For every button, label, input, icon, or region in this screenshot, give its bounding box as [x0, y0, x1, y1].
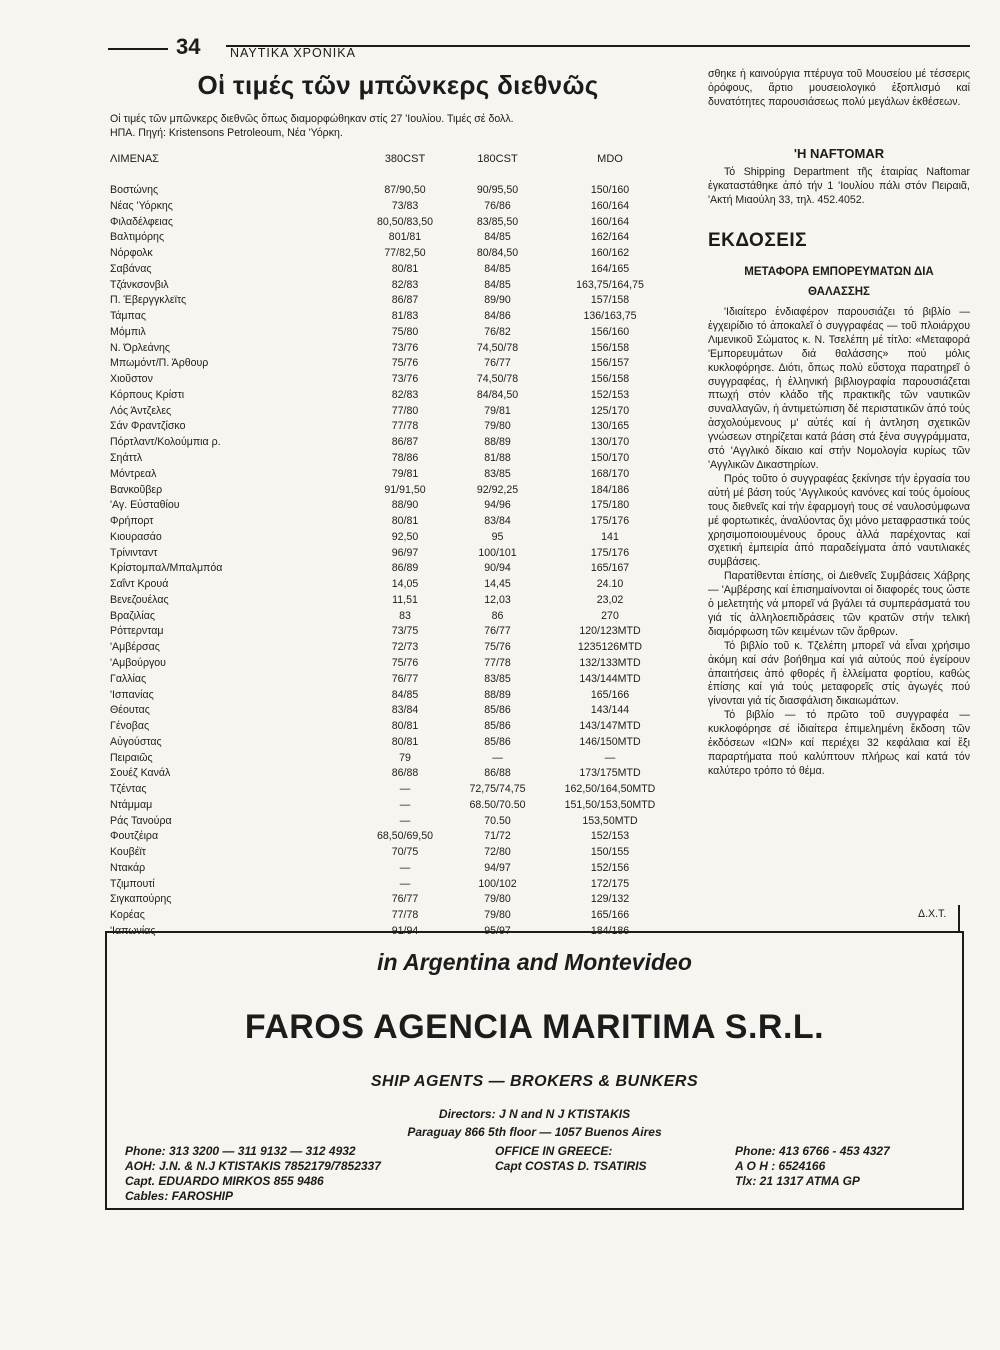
cst380-cell: 80/81 [391, 262, 419, 275]
table-row [0, 215, 700, 231]
cst380-cell: 73/76 [391, 373, 419, 386]
table-row [0, 577, 700, 593]
ad-services: SHIP AGENTS — BROKERS & BUNKERS [370, 1073, 699, 1090]
mdo-cell: 150/170 [590, 452, 630, 465]
cst180-cell: 71/72 [484, 830, 511, 843]
cst380-cell: 11,51 [392, 593, 418, 606]
advertisement-box [105, 931, 964, 1210]
table-row [0, 719, 700, 735]
port-cell: Σαΐντ Κρουά [110, 578, 169, 591]
table-row [0, 278, 700, 294]
port-cell: Γένοβας [110, 720, 150, 733]
mdo-cell: 157/158 [590, 294, 630, 307]
cst380-cell: 96/97 [391, 546, 419, 559]
book-title-line-2: ΘΑΛΑΣΣΗΣ [808, 286, 870, 298]
mdo-cell: 150/155 [590, 846, 630, 859]
review-paragraph-4: Τό βιβλίο τοῦ κ. Τζελέπη μπορεῖ νά εἶναι χρήσιμο ἀκόμη καί σάν βοήθημα καί γιά αὐτούς πού ἐγείρουν ἀπαιτήσεις ἀπό φθορές ἤ ἐλλείματα φορτίου, καθώς ἐπίσης καί γιά τούς μεταφορεῖς στίς ἀγωγές πού γίνονται γιά τίς διασφάλιση δικαιωμάτων. [708, 639, 970, 708]
table-row [0, 183, 700, 199]
table-row [0, 356, 700, 372]
cst380-cell: 77/82,50 [384, 247, 426, 260]
cst380-cell: 92,50 [391, 530, 419, 543]
port-cell: Ν. Όρλεάνης [110, 341, 171, 354]
cst180-cell: 89/90 [484, 294, 511, 307]
cst180-cell: 74,50/78 [476, 373, 519, 386]
port-cell: Κουβέϊτ [110, 846, 146, 859]
cst180-cell: 76/77 [484, 625, 511, 638]
cst380-cell: 80/81 [391, 720, 419, 733]
cst380-cell: 80,50/83,50 [377, 215, 433, 228]
table-row [0, 309, 700, 325]
port-cell: Ράς Τανούρα [110, 814, 172, 827]
mdo-cell: 168/170 [590, 467, 630, 480]
cst380-cell: 86/87 [391, 294, 419, 307]
table-row [0, 672, 700, 688]
mdo-cell: 150/160 [590, 184, 630, 196]
section-title: ΕΚΔΟΣΕΙΣ [708, 230, 808, 251]
naftomar-block [708, 166, 970, 208]
cst380-cell: 83 [399, 609, 411, 622]
cst180-cell: 95/97 [484, 924, 511, 937]
cst380-cell: 77/78 [391, 909, 419, 922]
mdo-cell: 130/165 [590, 420, 630, 433]
port-cell: Φιλαδέλφειας [110, 215, 173, 228]
cst380-cell: 70/75 [391, 846, 419, 859]
cst380-cell: 81/83 [391, 310, 419, 323]
mdo-cell: 152/153 [590, 830, 630, 843]
cst180-cell: 84/84,50 [476, 388, 519, 401]
mdo-cell: 175/176 [590, 546, 630, 559]
port-cell: 'Αμβέρσας [110, 641, 160, 654]
cst180-cell: 76/82 [484, 325, 511, 338]
ad-right-aoh: A O H : 6524166 [735, 1159, 826, 1173]
port-cell: 'Ιαπωνίας [110, 924, 156, 937]
ad-contact-right [735, 1144, 890, 1189]
table-row [0, 892, 700, 908]
port-cell: Γαλλίας [110, 672, 147, 685]
port-cell: Τζέντας [110, 783, 147, 796]
mdo-cell: 120/123MTD [579, 625, 641, 638]
mdo-cell: 173/175MTD [579, 767, 641, 780]
cst180-cell: 80/84,50 [476, 247, 519, 260]
cst380-cell: 73/75 [391, 625, 419, 638]
port-cell: Σουέζ Κανάλ [110, 767, 171, 780]
book-title-line-1: ΜΕΤΑΦΟΡΑ ΕΜΠΟΡΕΥΜΑΤΩΝ ΔΙΑ [744, 266, 934, 278]
cst180-cell: 85/86 [484, 735, 511, 748]
col-header-180cst: 180CST [477, 153, 518, 165]
cst380-cell: 68,50/69,50 [377, 830, 433, 843]
mdo-cell: 23,02 [596, 593, 624, 606]
table-row [0, 751, 700, 767]
table-row [0, 845, 700, 861]
mdo-cell: 184/186 [590, 483, 630, 496]
port-cell: Θέουτας [110, 704, 150, 717]
port-cell: Αὐγούστας [110, 735, 162, 748]
port-cell: Φουτζέιρα [110, 830, 159, 843]
mdo-cell: 129/132 [590, 893, 630, 906]
cst380-cell: 72/73 [391, 641, 419, 654]
cst180-cell: 77/78 [484, 656, 511, 669]
cst180-cell: 79/80 [484, 420, 511, 433]
table-row [0, 404, 700, 420]
ad-directors: Directors: J N and N J KTISTAKIS [438, 1107, 631, 1121]
cst380-cell: 80/81 [391, 735, 419, 748]
port-cell: Βανκοῦβερ [110, 483, 163, 496]
cst180-cell: 12,03 [484, 593, 511, 606]
table-row [0, 688, 700, 704]
table-row [0, 861, 700, 877]
ad-cables-line: Cables: FAROSHIP [125, 1189, 234, 1203]
ad-captain-line: Capt. EDUARDO MIRKOS 855 9486 [125, 1174, 324, 1188]
mdo-cell: 143/147MTD [579, 720, 641, 733]
cst380-cell: — [399, 798, 411, 811]
table-row [0, 262, 700, 278]
mdo-cell: 1235126MTD [577, 641, 643, 654]
cst180-cell: 76/86 [484, 199, 511, 212]
port-cell: Νόρφολκ [110, 247, 153, 260]
mdo-cell: 151,50/153,50MTD [564, 798, 656, 811]
cst380-cell: 75/76 [391, 357, 419, 370]
ad-telex: Tlx: 21 1317 ATMA GP [735, 1174, 860, 1188]
cst180-cell: 84/85 [484, 278, 511, 291]
ad-location: in Argentina and Montevideo [377, 949, 692, 975]
table-row [0, 877, 700, 893]
cst380-cell: 83/84 [391, 704, 419, 717]
port-cell: Σαβάνας [110, 262, 152, 275]
cst180-cell: 94/96 [484, 499, 511, 512]
review-paragraph-5: Τό βιβλίο — τό πρῶτο τοῦ συγγραφέα — κυκλοφόρησε σέ ἰδιαίτερα ἐπιμελημένη ἔκδοση τῶν ἐκδόσεων «ΙΩΝ» καί περιέχει 32 κεφάλαια καί ἕξι παραρτήματα πού καλύπτουν πλήρως καί κατά τόν καλύτερο τρόπο τό θέμα. [708, 709, 970, 777]
mdo-cell: 175/180 [590, 499, 630, 512]
cst380-cell: 75/80 [391, 325, 419, 338]
cst180-cell: 83/84 [484, 515, 511, 528]
port-cell: Τζάνκσονβιλ [110, 278, 169, 291]
cst180-cell: 85/86 [484, 720, 511, 733]
cst380-cell: 77/80 [391, 404, 419, 417]
mdo-cell: 136/163,75 [583, 310, 637, 323]
column-end-rule [958, 905, 960, 933]
cst180-cell: 72,75/74,75 [469, 783, 526, 796]
table-row [0, 703, 700, 719]
port-cell: Ρόττερνταμ [110, 625, 164, 638]
mdo-cell: 164/165 [590, 262, 630, 275]
cst180-cell: 79/80 [484, 893, 511, 906]
museum-continuation [708, 68, 970, 110]
port-cell: Ντάμμαμ [110, 798, 153, 811]
port-cell: 'Ισπανίας [110, 688, 154, 701]
port-cell: Χιοῦστον [110, 373, 153, 386]
cst380-cell: 82/83 [391, 388, 419, 401]
port-cell: Σιγκαπούρης [110, 893, 172, 906]
cst380-cell: 77/78 [391, 420, 419, 433]
table-row [0, 372, 700, 388]
port-cell: Βαλτιμόρης [110, 231, 165, 244]
port-cell: Π. Έβεργγκλεϊτς [110, 294, 187, 307]
port-cell: Λός Άντζελες [110, 404, 172, 417]
cst380-cell: 80/81 [391, 515, 419, 528]
cst180-cell: 81/88 [484, 452, 511, 465]
table-row [0, 593, 700, 609]
cst180-cell: 83/85 [484, 672, 511, 685]
publication-name: ΝΑΥΤΙΚΑ ΧΡΟΝΙΚΑ [230, 46, 356, 60]
article-intro [110, 112, 690, 140]
table-row [0, 735, 700, 751]
col-header-mdo: MDO [597, 153, 623, 165]
cst380-cell: 91/91,50 [384, 483, 426, 496]
cst380-cell: — [399, 877, 411, 890]
cst180-cell: 76/77 [484, 357, 511, 370]
cst180-cell: 84/86 [484, 310, 511, 323]
mdo-cell: 165/166 [590, 688, 630, 701]
port-cell: 'Αμβούργου [110, 656, 166, 669]
table-row [0, 514, 700, 530]
table-row [0, 829, 700, 845]
table-row [0, 561, 700, 577]
table-row [0, 435, 700, 451]
ad-office-greece: OFFICE IN GREECE: [495, 1144, 613, 1158]
mdo-cell: 156/157 [590, 357, 630, 370]
cst380-cell: 73/83 [391, 199, 419, 212]
cst380-cell: 79/81 [391, 467, 419, 480]
article-title: Οἱ τιμές τῶν μπῶνκερς διεθνῶς [197, 70, 599, 100]
cst180-cell: 85/86 [484, 704, 511, 717]
cst380-cell: 82/83 [391, 278, 419, 291]
mdo-cell: 175/176 [590, 515, 630, 528]
cst180-cell: — [492, 751, 503, 764]
port-cell: Τζιμπουτί [110, 877, 155, 890]
cst180-cell: 95 [491, 530, 504, 543]
cst180-cell: 74,50/78 [476, 341, 519, 354]
mdo-cell: 130/170 [590, 436, 630, 449]
port-cell: Πειραιῶς [110, 751, 153, 764]
table-row [0, 814, 700, 830]
cst380-cell: 801/81 [388, 231, 422, 244]
cst380-cell: 91/94 [391, 924, 419, 937]
col-header-380cst: 380CST [384, 153, 426, 165]
table-row [0, 782, 700, 798]
cst180-cell: 83/85 [484, 467, 511, 480]
mdo-cell: 141 [601, 530, 619, 543]
ad-company-name: FAROS AGENCIA MARITIMA S.R.L. [244, 1008, 825, 1046]
cst180-cell: 100/101 [478, 546, 517, 559]
cst180-cell: 72/80 [484, 846, 511, 859]
ad-contact-middle [495, 1144, 647, 1174]
table-row [0, 199, 700, 215]
table-row [0, 451, 700, 467]
review-paragraph-1: 'Ιδιαίτερο ἐνδιαφέρον παρουσιάζει τό βιβλίο — ἐγχειρίδιο τό ἀποκαλεῖ ὁ συγγραφέας — τοῦ πλοιάρχου Λιμενικοῦ Σώματος κ. Ν. Τσελέπη μέ τίτλο: «Μεταφορά 'Εμπορευμάτων διά θαλάσσης» πού μόλις κυκλοφόρησε. Διότι, ὅπως πολύ εὔστοχα παρατηρεῖ ὁ συγγραφέας, ἡ ἑλληνική βιβλιογραφία παρουσιάζεται πτωχή στόν κλάδο τῆς πρακτικῆς τῶν ναυτικῶν συναλλαγῶν, ἡ ἀντιμετώπιση δέ περιστατικῶν ἀπό τούς ἀσχολούμενους μ' αὐτές καί ἡ ἀντληση σχετικῶν γνώσεων στηρίζεται κατά βάση στά ξένα συγγράμματα, στό 'Αγγλικό δίκαιο καί στήν Νομολογία κυρίως τῶν 'Αγγλικῶν Δικαστηρίων. [708, 306, 970, 471]
table-row [0, 388, 700, 404]
cst180-cell: 14,45 [484, 578, 511, 591]
mdo-cell: 160/164 [590, 199, 630, 212]
mdo-cell: 125/170 [590, 404, 630, 417]
cst380-cell: 14,05 [391, 578, 419, 591]
mdo-cell: 156/160 [590, 325, 630, 338]
cst180-cell: 75/76 [484, 641, 511, 654]
port-cell: Νέας 'Υόρκης [110, 199, 173, 212]
ad-phone-line: Phone: 313 3200 — 311 9132 — 312 4932 [125, 1144, 356, 1158]
cst380-cell: 79 [399, 751, 411, 764]
cst380-cell: 86/88 [391, 767, 419, 780]
port-cell: Μόμπιλ [110, 325, 146, 338]
cst180-cell: 79/80 [484, 909, 511, 922]
cst380-cell: 87/90,50 [384, 184, 426, 196]
port-cell: Μόντρεαλ [110, 467, 157, 480]
mdo-cell: 163,75/164,75 [576, 278, 644, 291]
header-rule-left [108, 48, 168, 50]
mdo-cell: 165/166 [590, 909, 630, 922]
mdo-cell: 162,50/164,50MTD [564, 783, 656, 796]
table-row [0, 230, 700, 246]
mdo-cell: 143/144 [590, 704, 630, 717]
table-row [0, 341, 700, 357]
cst180-cell: 94/97 [484, 861, 511, 874]
mdo-cell: — [604, 751, 616, 764]
port-cell: Τάμπας [110, 310, 146, 323]
mdo-cell: 270 [601, 609, 619, 622]
cst180-cell: 79/81 [484, 404, 511, 417]
port-cell: Κιουρασάο [110, 530, 162, 543]
mdo-cell: 152/156 [590, 861, 630, 874]
table-row [0, 530, 700, 546]
cst380-cell: — [399, 783, 411, 796]
page-number: 34 [176, 34, 201, 59]
table-row [0, 325, 700, 341]
port-cell: Κρίστομπαλ/Μπαλμπόα [110, 562, 223, 575]
price-table [0, 183, 700, 940]
cst180-cell: 86 [491, 609, 504, 622]
table-row [0, 908, 700, 924]
mdo-cell: 132/133MTD [579, 656, 641, 669]
table-row [0, 293, 700, 309]
cst380-cell: 73/76 [391, 341, 419, 354]
port-cell: Κόρπους Κρίστι [110, 388, 185, 401]
cst380-cell: 75/76 [391, 656, 419, 669]
cst380-cell: 86/89 [391, 562, 419, 575]
mdo-cell: 146/150MTD [579, 735, 641, 748]
port-cell: Βενεζουέλας [110, 593, 169, 606]
cst180-cell: 84/85 [484, 231, 511, 244]
ad-address: Paraguay 866 5th floor — 1057 Buenos Aires [407, 1125, 662, 1139]
port-cell: 'Αγ. Εὐσταθίου [110, 499, 180, 512]
cst380-cell: 78/86 [391, 452, 419, 465]
review-paragraph-3: Παρατίθενται ἐπίσης, οἱ Διεθνεῖς Συμβάσεις Χάβρης — 'Αμβέρσης καί ἐπισημαίνονται οἱ διαφορές τους ὥστε ὁ μελετητής νά μπορεῖ νά βγάλει τά συμπεράσματά του γιά τίς ἀλληλοεπιδράσεις τῶν κρατῶν στήν τελική διαμόρφωση τῶν κειμένων τῶν ἄρθρων. [708, 570, 970, 638]
cst380-cell: — [399, 861, 411, 874]
col-header-port: ΛΙΜΕΝΑΣ [110, 153, 159, 165]
cst180-cell: 84/85 [484, 262, 511, 275]
mdo-cell: 160/164 [590, 215, 630, 228]
cst180-cell: 90/94 [484, 562, 511, 575]
table-row [0, 656, 700, 672]
mdo-cell: 156/158 [590, 373, 630, 386]
ad-aoh-line: AOH: J.N. & N.J KTISTAKIS 7852179/7852337 [125, 1159, 381, 1173]
port-cell: Ντακάρ [110, 861, 146, 874]
mdo-cell: 165/167 [590, 562, 630, 575]
port-cell: Τρίνινταντ [110, 546, 158, 559]
port-cell: Βραζιλίας [110, 609, 155, 622]
port-cell: Φρήπορτ [110, 515, 154, 528]
book-title [708, 262, 970, 302]
cst180-cell: 70.50 [484, 814, 511, 827]
book-review [708, 306, 970, 779]
mdo-cell: 152/153 [590, 388, 630, 401]
cst180-cell: 92/92,25 [476, 483, 519, 496]
mdo-cell: 24.10 [596, 578, 624, 591]
naftomar-heading: 'Η NAFTOMAR [793, 146, 885, 161]
cst380-cell: 76/77 [391, 672, 419, 685]
mdo-cell: 184/186 [590, 924, 630, 937]
cst180-cell: 68.50/70.50 [469, 798, 526, 811]
port-cell: Βοστώνης [110, 184, 159, 196]
mdo-cell: 160/162 [590, 247, 630, 260]
table-row [0, 498, 700, 514]
cst380-cell: 76/77 [391, 893, 419, 906]
intro-line-2: ΗΠΑ. Πηγή: Kristensons Petroleoum, Νέα 'Υόρκη. [110, 127, 343, 139]
cst180-cell: 100/102 [478, 877, 517, 890]
museum-text: σθηκε ἡ καινούργια πτέρυγα τοῦ Μουσείου μέ τέσσερις ὀρόφους, ἄρτιο μουσειολογικό ἐξοπλισμό καί δυνατότητες παρουσιάσεως πολύ μεγάλων ἐκθέσεων. [708, 68, 970, 108]
cst380-cell: 88/90 [391, 499, 419, 512]
table-row [0, 766, 700, 782]
cst380-cell: — [399, 814, 411, 827]
table-row [0, 798, 700, 814]
naftomar-text: Τό Shipping Department τῆς ἑταιρίας Naftomar ἐγκαταστάθηκε ἀπό τήν 1 'Ιουλίου πάλι στόν Πειραιᾶ, 'Ακτή Μιαούλη 33, τηλ. 452.4052. [708, 166, 970, 206]
author-signature: Δ.Χ.Τ. [918, 908, 947, 920]
ad-contact-left [125, 1144, 381, 1204]
table-row [0, 609, 700, 625]
table-row [0, 483, 700, 499]
port-cell: Κορέας [110, 909, 145, 922]
table-row [0, 467, 700, 483]
port-cell: Σάν Φραντζίσκο [110, 420, 186, 433]
table-row [0, 624, 700, 640]
ad-greece-captain: Capt COSTAS D. TSATIRIS [495, 1159, 647, 1173]
table-row [0, 546, 700, 562]
table-row [0, 246, 700, 262]
port-cell: Μπωμόντ/Π. Άρθουρ [110, 357, 209, 370]
cst380-cell: 86/87 [391, 436, 419, 449]
ad-right-phone: Phone: 413 6766 - 453 4327 [735, 1144, 890, 1158]
mdo-cell: 153,50MTD [582, 814, 638, 827]
cst180-cell: 86/88 [484, 767, 511, 780]
mdo-cell: 156/158 [590, 341, 630, 354]
cst180-cell: 88/89 [484, 436, 511, 449]
cst180-cell: 83/85,50 [476, 215, 519, 228]
mdo-cell: 162/164 [590, 231, 630, 244]
cst180-cell: 90/95,50 [476, 184, 519, 196]
port-cell: Πόρτλαντ/Κολούμπια ρ. [110, 436, 221, 449]
mdo-cell: 172/175 [590, 877, 630, 890]
mdo-cell: 143/144MTD [579, 672, 641, 685]
cst380-cell: 84/85 [391, 688, 419, 701]
port-cell: Σηάττλ [110, 452, 143, 465]
table-row [0, 640, 700, 656]
cst180-cell: 88/89 [484, 688, 511, 701]
table-row [0, 419, 700, 435]
review-paragraph-2: Πρός τοῦτο ὁ συγγραφέας ξεκίνησε τήν ἐργασία του αὐτή μέ βάση τούς 'Αγγλικούς κανόνες καί τούς ὁμοίους τους διεθνεῖς καί τήν ἐφαρμογή τους σέ ναυλοσύμφωνα μέ φορτωτικές, ἀναλύοντας ὄχι μόνο μεταφραστικά τούς χρησιμοποιουμένους ὅρους ἀλλά παρέχοντας καί σχετική ἐμπειρία ἀπό παραδείγματα ἀπό ναυτιλιακές συμβάσεις. [708, 472, 970, 569]
intro-line-1: Οἱ τιμές τῶν μπῶνκερς διεθνῶς ὅπως διαμορφώθηκαν στίς 27 'Ιουλίου. Τιμές σέ δολλ. [110, 113, 514, 125]
